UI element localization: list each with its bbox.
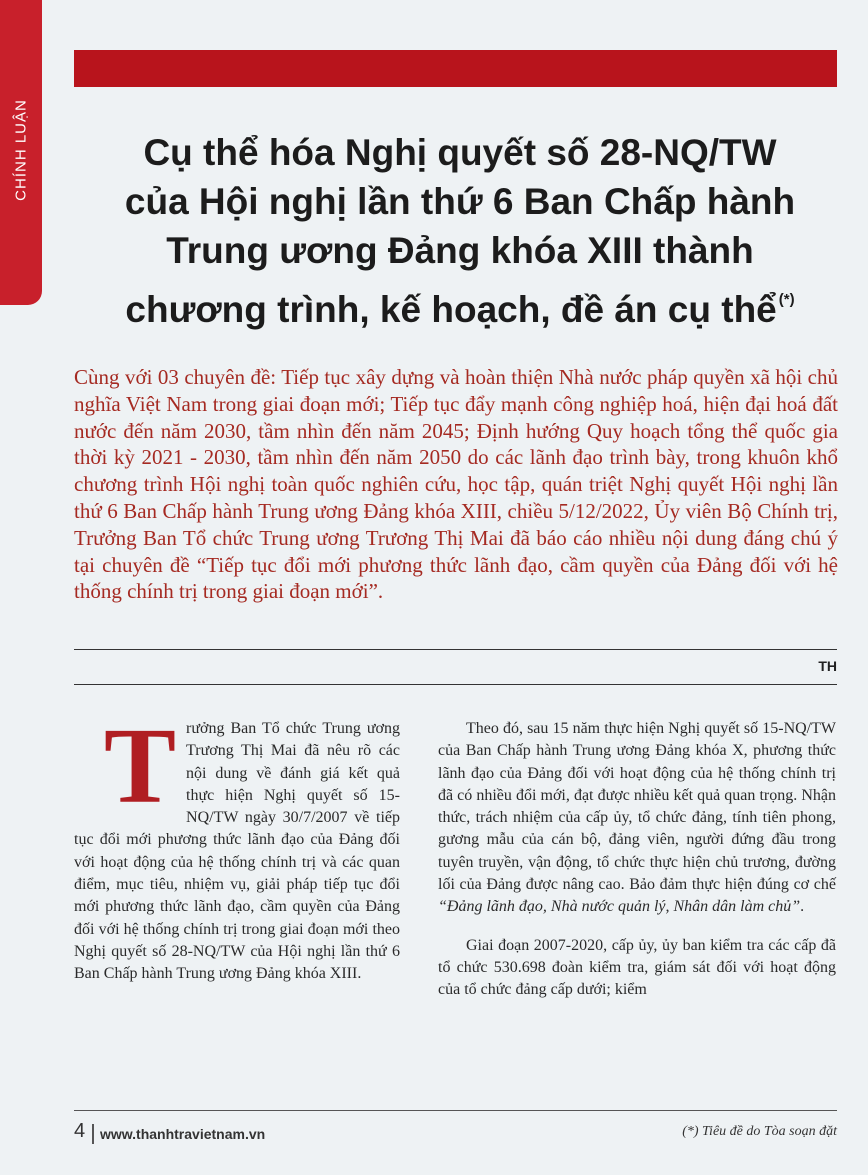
divider-top [74, 649, 837, 650]
body-column-right [438, 718, 836, 1002]
footnote: (*) Tiêu đề do Tòa soạn đặt [682, 1124, 837, 1139]
body-column-left [74, 707, 400, 986]
author-byline: TH [818, 658, 837, 674]
title-line-1: Cụ thể hóa Nghị quyết số 28-NQ/TW [143, 132, 777, 173]
title-line-2: của Hội nghị lần thứ 6 Ban Chấp hành [124, 181, 796, 222]
quote-text: “Đảng lãnh đạo, Nhà nước quản lý, Nhân dân làm chủ” [438, 898, 801, 916]
body-paragraph [438, 718, 836, 919]
title-line-4: chương trình, kế hoạch, đề án cụ thể [125, 289, 777, 330]
website-link[interactable]: www.thanhtravietnam.vn [100, 1126, 266, 1142]
section-label: CHÍNH LUẬN [12, 99, 30, 201]
right-paragraph-1-end: . [800, 898, 805, 916]
divider-bottom [74, 684, 837, 685]
article-title [60, 128, 860, 334]
body-paragraph: Giai đoạn 2007-2020, cấp ủy, ủy ban kiểm tra các cấp đã tổ chức 530.698 đoàn kiểm tra, giám sát đối với hoạt động của tổ chức đảng cấp dưới; kiểm [438, 936, 836, 999]
title-footnote-mark: (*) [778, 291, 795, 308]
body-paragraph [74, 707, 400, 986]
footer-separator [92, 1124, 94, 1144]
footer-divider [74, 1110, 837, 1111]
title-line-3: Trung ương Đảng khóa XIII thành [166, 230, 754, 271]
right-paragraph-1-text: Theo đó, sau 15 năm thực hiện Nghị quyết số 15-NQ/TW của Ban Chấp hành Trung ương Đảng khóa X, phương thức lãnh đạo của Đảng đối với hoạt động của hệ thống chính trị đã có nhiều đổi mới, đạt được nhiều kết quả quan trọng. Nhận thức, trách nhiệm của cấp ủy, tổ chức đảng, tính tiên phong, gương mẫu của cán bộ, đảng viên, người đứng đầu trong tuyên truyền, vận động, tổ chức thực hiện chủ trương, đường lối của Đảng được nâng cao. Bảo đảm thực hiện đúng cơ chế [438, 720, 836, 894]
left-paragraph-text: rưởng Ban Tổ chức Trung ương Trương Thị Mai đã nêu rõ các nội dung về đánh giá kết quả thực hiện Nghị quyết số 15-NQ/TW ngày 30/7/2007 về tiếp tục đổi mới phương thức lãnh đạo của Đảng đối với hoạt động của hệ thống chính trị và các quan điểm, mục tiêu, nhiệm vụ, giải pháp tiếp tục đổi mới phương thức lãnh đạo, cầm quyền của Đảng đối với hệ thống chính trị trong giai đoạn mới theo Nghị quyết số 28-NQ/TW của Hội nghị lần thứ 6 Ban Chấp hành Trung ương Đảng khóa XIII. [74, 720, 400, 983]
page-number: 4 [74, 1120, 86, 1142]
lead-paragraph: Cùng với 03 chuyên đề: Tiếp tục xây dựng và hoàn thiện Nhà nước pháp quyền xã hội chủ nghĩa Việt Nam trong giai đoạn mới; Tiếp tục đẩy mạnh công nghiệp hoá, hiện đại hoá đất nước đến năm 2030, tầm nhìn đến năm 2045; Định hướng Quy hoạch tổng thể quốc gia thời kỳ 2021 - 2030, tầm nhìn đến năm 2050 do các lãnh đạo trình bày, trong khuôn khổ chương trình Hội nghị toàn quốc nghiên cứu, học tập, quán triệt Nghị quyết Hội nghị lần thứ 6 Ban Chấp hành Trung ương Đảng khóa XIII, chiều 5/12/2022, Ủy viên Bộ Chính trị, Trưởng Ban Tổ chức Trung ương Trương Thị Mai đã báo cáo nhiều nội dung đáng chú ý tại chuyên đề “Tiếp tục đổi mới phương thức lãnh đạo, cầm quyền của Đảng đối với hệ thống chính trị trong giai đoạn mới”. [74, 365, 838, 604]
header-color-band [74, 50, 837, 87]
drop-cap: T [104, 707, 177, 826]
section-tab [0, 0, 42, 305]
